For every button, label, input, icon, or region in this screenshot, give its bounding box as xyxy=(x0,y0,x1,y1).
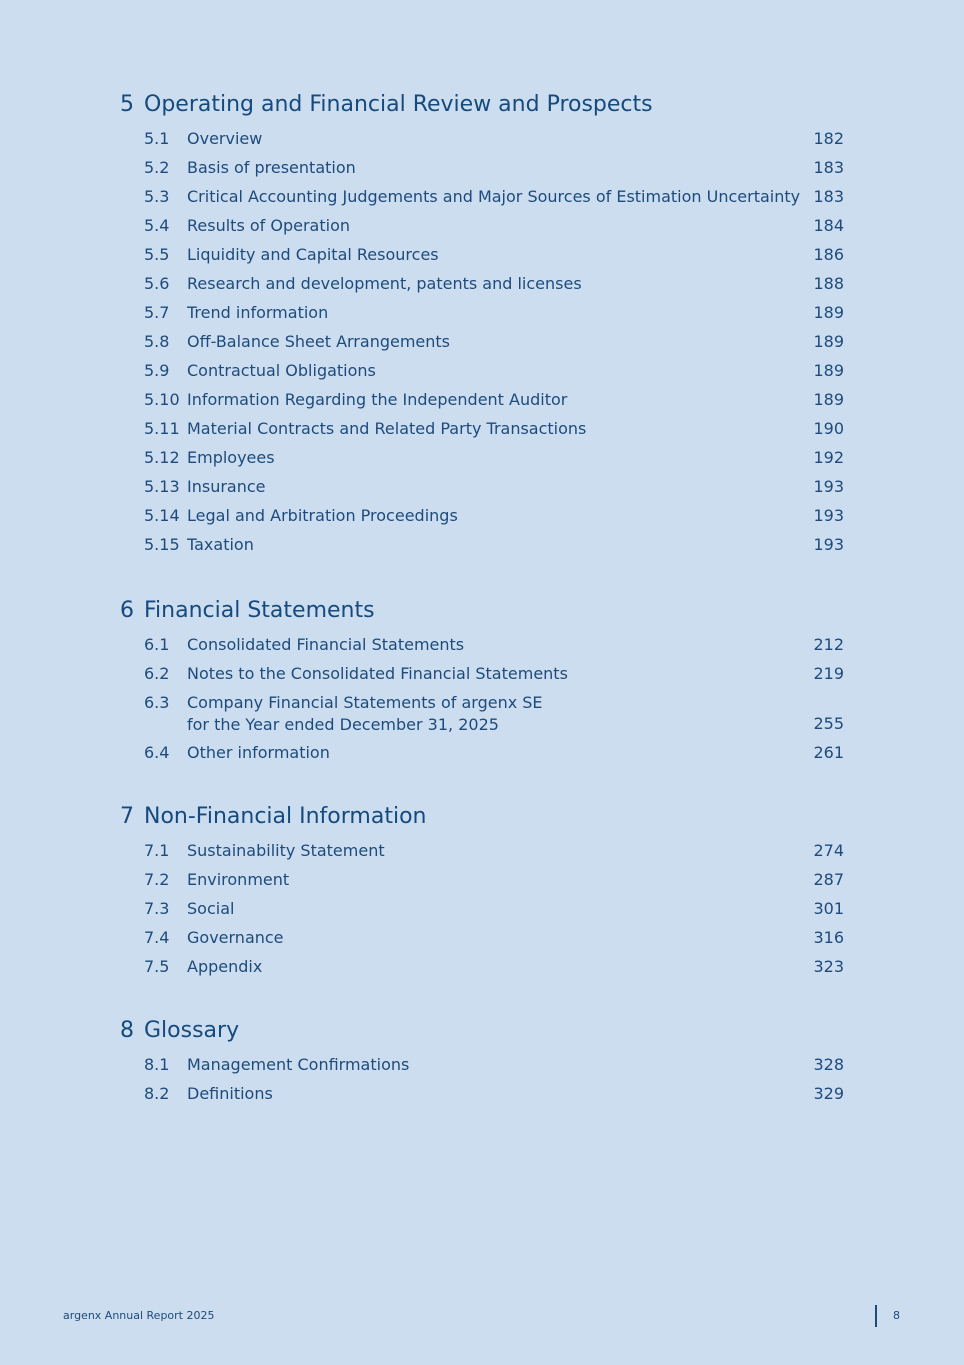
entry-title: Basis of presentation xyxy=(187,158,356,177)
entry-page: 192 xyxy=(813,448,844,467)
toc-section-8 xyxy=(120,1018,844,1112)
entry-page: 255 xyxy=(813,714,844,733)
entry-page: 316 xyxy=(813,928,844,947)
toc-entry[interactable] xyxy=(120,215,844,244)
section-number: 6 xyxy=(120,598,134,623)
entry-title: Environment xyxy=(187,870,290,889)
entry-title: Overview xyxy=(187,129,263,148)
section-heading[interactable] xyxy=(120,804,844,836)
toc-entry[interactable] xyxy=(120,956,844,985)
entry-number: 7.4 xyxy=(144,928,170,947)
entry-title: Sustainability Statement xyxy=(187,841,385,860)
toc-entry[interactable] xyxy=(120,505,844,534)
entry-title: Research and development, patents and licenses xyxy=(187,274,582,293)
entry-title: Governance xyxy=(187,928,284,947)
entry-title: Taxation xyxy=(187,535,254,554)
entry-page: 212 xyxy=(813,635,844,654)
toc-entry[interactable] xyxy=(120,476,844,505)
entry-page: 274 xyxy=(813,841,844,860)
entry-number: 7.2 xyxy=(144,870,170,889)
entry-number: 5.2 xyxy=(144,158,170,177)
entry-number: 7.5 xyxy=(144,957,170,976)
entry-number: 8.1 xyxy=(144,1055,170,1074)
entry-page: 193 xyxy=(813,477,844,496)
section-title: Financial Statements xyxy=(144,598,375,623)
entry-number: 5.6 xyxy=(144,274,170,293)
entry-page: 188 xyxy=(813,274,844,293)
toc-section-5 xyxy=(120,92,844,563)
entry-title: Liquidity and Capital Resources xyxy=(187,245,439,264)
entry-page: 301 xyxy=(813,899,844,918)
entry-number: 5.11 xyxy=(144,419,180,438)
toc-entry[interactable] xyxy=(120,360,844,389)
entry-page: 193 xyxy=(813,506,844,525)
entry-page: 183 xyxy=(813,158,844,177)
entry-number: 5.4 xyxy=(144,216,170,235)
section-entries xyxy=(120,128,844,563)
footer-divider xyxy=(875,1305,877,1327)
toc-entry[interactable] xyxy=(120,273,844,302)
toc-entry[interactable] xyxy=(120,302,844,331)
footer-report-name: argenx Annual Report 2025 xyxy=(63,1309,215,1322)
section-title: Glossary xyxy=(144,1018,240,1043)
section-entries xyxy=(120,1054,844,1112)
entry-title: Definitions xyxy=(187,1084,273,1103)
toc-entry[interactable] xyxy=(120,331,844,360)
entry-title: Legal and Arbitration Proceedings xyxy=(187,506,458,525)
toc-entry[interactable] xyxy=(120,869,844,898)
entry-page: 193 xyxy=(813,535,844,554)
entry-title: Company Financial Statements of argenx SE for the Year ended December 31, 2025 xyxy=(187,693,543,734)
section-number: 7 xyxy=(120,804,134,829)
entry-number: 8.2 xyxy=(144,1084,170,1103)
section-title: Operating and Financial Review and Prospects xyxy=(144,92,653,117)
entry-title: Management Confirmations xyxy=(187,1055,410,1074)
entry-number: 5.13 xyxy=(144,477,180,496)
toc-entry[interactable] xyxy=(120,244,844,273)
entry-number: 6.1 xyxy=(144,635,170,654)
toc-entry[interactable] xyxy=(120,927,844,956)
toc-entry[interactable] xyxy=(120,389,844,418)
toc-section-7 xyxy=(120,804,844,985)
toc-entry[interactable] xyxy=(120,1054,844,1083)
toc-entry[interactable] xyxy=(120,128,844,157)
entry-title: Other information xyxy=(187,743,330,762)
toc-entry[interactable] xyxy=(120,447,844,476)
toc-section-6 xyxy=(120,598,844,771)
entry-page: 189 xyxy=(813,303,844,322)
entry-title: Insurance xyxy=(187,477,266,496)
section-heading[interactable] xyxy=(120,598,844,630)
toc-entry[interactable] xyxy=(120,534,844,563)
entry-page: 189 xyxy=(813,361,844,380)
toc-entry[interactable] xyxy=(120,634,844,663)
entry-number: 5.3 xyxy=(144,187,170,206)
entry-title: Material Contracts and Related Party Transactions xyxy=(187,419,587,438)
entry-page: 287 xyxy=(813,870,844,889)
entry-page: 184 xyxy=(813,216,844,235)
entry-title: Employees xyxy=(187,448,275,467)
entry-page: 261 xyxy=(813,743,844,762)
entry-page: 328 xyxy=(813,1055,844,1074)
entry-number: 6.2 xyxy=(144,664,170,683)
entry-page: 323 xyxy=(813,957,844,976)
section-heading[interactable] xyxy=(120,1018,844,1050)
section-title: Non-Financial Information xyxy=(144,804,427,829)
entry-number: 5.1 xyxy=(144,129,170,148)
section-entries xyxy=(120,840,844,985)
entry-number: 6.4 xyxy=(144,743,170,762)
toc-entry[interactable] xyxy=(120,663,844,692)
entry-title: Contractual Obligations xyxy=(187,361,376,380)
entry-number: 5.5 xyxy=(144,245,170,264)
toc-entry[interactable] xyxy=(120,840,844,869)
section-number: 8 xyxy=(120,1018,134,1043)
entry-title: Results of Operation xyxy=(187,216,350,235)
entry-page: 219 xyxy=(813,664,844,683)
section-heading[interactable] xyxy=(120,92,844,124)
entry-page: 189 xyxy=(813,390,844,409)
footer-page-number: 8 xyxy=(893,1309,900,1322)
entry-page: 189 xyxy=(813,332,844,351)
section-number: 5 xyxy=(120,92,134,117)
toc-entry[interactable] xyxy=(120,898,844,927)
entry-number: 5.7 xyxy=(144,303,170,322)
entry-page: 329 xyxy=(813,1084,844,1103)
entry-title: Trend information xyxy=(187,303,329,322)
entry-page: 183 xyxy=(813,187,844,206)
toc-entry[interactable] xyxy=(120,1083,844,1112)
toc-entry[interactable] xyxy=(120,692,844,742)
entry-number: 5.12 xyxy=(144,448,180,467)
entry-page: 182 xyxy=(813,129,844,148)
entry-number: 5.10 xyxy=(144,390,180,409)
toc-entry[interactable] xyxy=(120,742,844,771)
entry-page: 190 xyxy=(813,419,844,438)
entry-number: 5.9 xyxy=(144,361,170,380)
toc-entry[interactable] xyxy=(120,418,844,447)
entry-number: 7.1 xyxy=(144,841,170,860)
entry-number: 5.14 xyxy=(144,506,180,525)
entry-title: Information Regarding the Independent Auditor xyxy=(187,390,568,409)
entry-title: Consolidated Financial Statements xyxy=(187,635,465,654)
toc-entry[interactable] xyxy=(120,186,844,215)
toc-entry[interactable] xyxy=(120,157,844,186)
entry-title: Critical Accounting Judgements and Major Sources of Estimation Uncertainty xyxy=(187,187,801,206)
entry-title: Appendix xyxy=(187,957,263,976)
entry-title: Notes to the Consolidated Financial Statements xyxy=(187,664,568,683)
entry-number: 6.3 xyxy=(144,693,170,712)
entry-number: 5.15 xyxy=(144,535,180,554)
section-entries xyxy=(120,634,844,771)
entry-number: 7.3 xyxy=(144,899,170,918)
entry-number: 5.8 xyxy=(144,332,170,351)
entry-title: Off-Balance Sheet Arrangements xyxy=(187,332,451,351)
entry-page: 186 xyxy=(813,245,844,264)
entry-title: Social xyxy=(187,899,235,918)
